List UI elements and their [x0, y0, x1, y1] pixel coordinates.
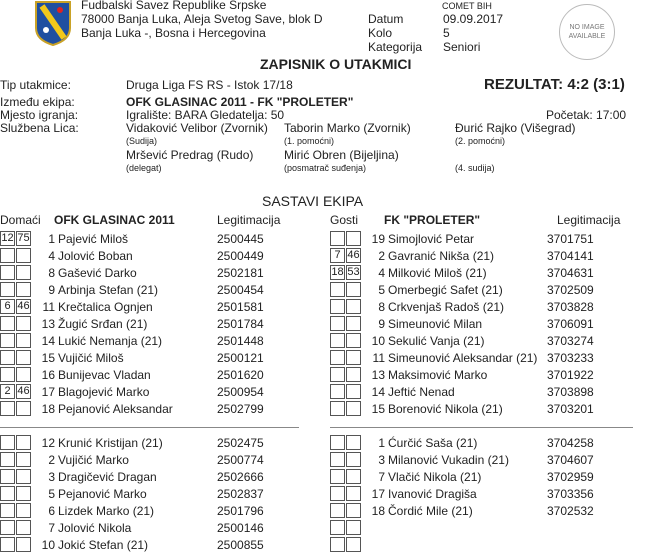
away-leg-header: Legitimacija — [557, 213, 621, 227]
sub-number-box: 12 — [1, 232, 14, 244]
sub-minute-box — [346, 469, 361, 484]
player-license: 2502837 — [217, 487, 264, 501]
kickoff-time: Početak: 17:00 — [546, 108, 627, 122]
sub-number-box — [0, 435, 15, 450]
org-line: 78000 Banja Luka, Aleja Svetog Save, blok D — [81, 12, 323, 26]
player-number: 9 — [378, 317, 385, 331]
sub-minute-box — [16, 486, 31, 501]
sub-minute-box — [346, 435, 361, 450]
meta-labels — [368, 12, 422, 54]
player-license: 2500454 — [217, 283, 264, 297]
player-number: 15 — [371, 402, 385, 416]
player-license: 2500445 — [217, 232, 264, 246]
sub-minute-box — [16, 520, 31, 535]
player-license: 2500121 — [217, 351, 264, 365]
player-name: Bunijevac Vladan — [58, 368, 151, 382]
player-name: Milanović Vukadin (21) — [388, 453, 509, 467]
player-license: 3704631 — [547, 266, 594, 280]
sub-number-box — [0, 503, 15, 518]
player-number: 10 — [41, 538, 55, 552]
player-number: 9 — [48, 283, 55, 297]
sub-minute-box — [346, 384, 361, 399]
player-number: 3 — [48, 470, 55, 484]
player-license: 2502666 — [217, 470, 264, 484]
sub-number-box — [330, 316, 345, 331]
player-name: Maksimović Marko — [388, 368, 488, 382]
officials-label: Službena Lica: — [0, 121, 79, 135]
sub-number-box — [330, 231, 345, 246]
mjesto-label: Mjesto igranja: — [0, 108, 79, 122]
sub-minute-box — [346, 231, 361, 246]
player-name: Gašević Darko — [58, 266, 137, 280]
official-name: Đurić Rajko (Višegrad) — [455, 121, 576, 135]
player-number: 11 — [42, 300, 55, 314]
kolo-value: 5 — [443, 26, 450, 40]
sub-number-box — [0, 282, 15, 297]
player-number: 2 — [48, 453, 55, 467]
sub-minute-box — [16, 452, 31, 467]
player-number: 5 — [48, 487, 55, 501]
sub-minute-box — [16, 350, 31, 365]
sub-minute-box — [346, 282, 361, 297]
sub-number-box — [330, 520, 345, 535]
kategorija-label: Kategorija — [368, 40, 423, 54]
player-number: 18 — [371, 504, 385, 518]
player-license: 3703356 — [547, 487, 594, 501]
player-name: Crkvenjaš Radoš (21) — [388, 300, 505, 314]
official-role: (4. sudija) — [455, 163, 495, 173]
player-name: Jolović Boban — [58, 249, 133, 263]
player-license: 2502799 — [217, 402, 264, 416]
sub-number-box — [330, 299, 345, 314]
sub-minute-box — [346, 367, 361, 382]
home-side-label: Domaći — [0, 213, 41, 227]
player-name: Krečtalica Ognjen — [58, 300, 153, 314]
sub-minute-box — [346, 537, 361, 552]
datum-value: 09.09.2017 — [443, 12, 504, 26]
sub-number-box — [330, 384, 345, 399]
sub-number-box — [0, 537, 15, 552]
sub-number-box — [330, 469, 345, 484]
player-license: 3704607 — [547, 453, 594, 467]
player-number: 4 — [378, 266, 385, 280]
kolo-label: Kolo — [368, 26, 393, 40]
sub-minute-box — [16, 537, 31, 552]
player-license: 3703201 — [547, 402, 594, 416]
sub-number-box: 18 — [331, 266, 344, 278]
home-team-name: OFK GLASINAC 2011 — [54, 213, 175, 227]
player-name: Čordić Mile (21) — [388, 504, 473, 518]
player-number: 13 — [41, 317, 55, 331]
player-name: Pajević Miloš — [58, 232, 129, 246]
player-name: Lukić Nemanja (21) — [58, 334, 163, 348]
player-number: 5 — [378, 283, 385, 297]
player-name: Vujičić Marko — [58, 453, 129, 467]
no-image-placeholder — [559, 4, 615, 60]
player-number: 7 — [378, 470, 385, 484]
org-address — [81, 0, 323, 40]
player-name: Arbinja Stefan (21) — [58, 283, 159, 297]
official-role: (delegat) — [126, 163, 162, 173]
sub-number-box — [330, 503, 345, 518]
sub-number-box — [330, 401, 345, 416]
player-license: 2502181 — [217, 266, 264, 280]
sub-minute-box — [346, 486, 361, 501]
sub-minute-box — [16, 265, 31, 280]
player-number: 12 — [41, 436, 55, 450]
player-name: Vujičić Miloš — [58, 351, 124, 365]
sub-number-box — [0, 333, 15, 348]
player-number: 14 — [41, 334, 55, 348]
no-image-text: AVAILABLE — [568, 33, 606, 40]
separator-line — [330, 427, 633, 428]
sub-number-box — [0, 452, 15, 467]
sub-minute-box — [16, 401, 31, 416]
sub-number-box — [0, 350, 15, 365]
player-license: 3702959 — [547, 470, 594, 484]
player-license: 3701751 — [547, 232, 594, 246]
player-name: Jolović Nikola — [58, 521, 132, 535]
sub-number-box — [330, 350, 345, 365]
player-number: 19 — [371, 232, 385, 246]
sub-number-box — [330, 486, 345, 501]
player-number: 18 — [41, 402, 55, 416]
sub-minute-box — [16, 282, 31, 297]
sub-number-box — [330, 452, 345, 467]
sub-minute-box — [16, 435, 31, 450]
player-name: Lizdek Marko (21) — [58, 504, 155, 518]
sub-number-box: 7 — [330, 248, 345, 263]
player-name: Gavranić Nikša (21) — [388, 249, 495, 263]
player-name: Pejanović Marko — [58, 487, 147, 501]
page-title: ZAPISNIK O UTAKMICI — [260, 56, 412, 72]
result: REZULTAT: 4:2 (3:1) — [484, 76, 625, 93]
sub-minute-box — [346, 333, 361, 348]
player-license: 3703828 — [547, 300, 594, 314]
sub-minute-box: 46 — [17, 300, 30, 312]
sub-minute-box — [346, 520, 361, 535]
player-number: 4 — [48, 249, 55, 263]
player-name: Jokić Stefan (21) — [58, 538, 149, 552]
player-license: 2500855 — [217, 538, 264, 552]
player-number: 1 — [48, 232, 55, 246]
sub-number-box — [330, 367, 345, 382]
sub-minute-box — [346, 503, 361, 518]
venue: Igralište: BARA Gledatelja: 50 — [126, 108, 285, 122]
org-line: Fudbalski Savez Republike Srpske — [81, 0, 267, 12]
sub-number-box — [0, 367, 15, 382]
player-number: 16 — [41, 368, 55, 382]
sub-minute-box: 75 — [17, 232, 30, 244]
sub-minute-box — [346, 299, 361, 314]
sub-number-box — [330, 333, 345, 348]
player-license: 3704141 — [547, 249, 594, 263]
lineups-heading: SASTAVI EKIPA — [262, 193, 364, 209]
official-name: Mršević Predrag (Rudo) — [126, 148, 254, 162]
player-number: 13 — [371, 368, 385, 382]
sub-minute-box — [346, 452, 361, 467]
match-teams: OFK GLASINAC 2011 - FK "PROLETER" — [126, 95, 354, 109]
player-license: 3703898 — [547, 385, 594, 399]
sub-minute-box: 46 — [17, 385, 30, 397]
official-role: (Sudija) — [126, 136, 158, 146]
player-name: Krunić Kristijan (21) — [58, 436, 163, 450]
player-license: 2501620 — [217, 368, 264, 382]
player-number: 8 — [378, 300, 385, 314]
player-name: Simeunović Milan — [388, 317, 483, 331]
player-name: Simojlović Petar — [388, 232, 475, 246]
official-name: Vidaković Velibor (Zvornik) — [126, 121, 268, 135]
org-line: Banja Luka -, Bosna i Hercegovina — [81, 26, 266, 40]
player-number: 15 — [41, 351, 55, 365]
player-license: 2501784 — [217, 317, 264, 331]
player-license: 3704258 — [547, 436, 594, 450]
federation-logo — [34, 0, 72, 46]
player-number: 8 — [48, 266, 55, 280]
izmedju-label: Između ekipa: — [0, 95, 75, 109]
player-name: Sekulić Vanja (21) — [388, 334, 485, 348]
sub-minute-box — [16, 469, 31, 484]
sub-minute-box: 46 — [347, 249, 360, 261]
player-license: 2500774 — [217, 453, 264, 467]
player-license: 2502475 — [217, 436, 264, 450]
sub-number-box — [0, 486, 15, 501]
datum-label: Datum — [368, 12, 404, 26]
official-role: (2. pomoćni) — [455, 136, 506, 146]
home-leg-header: Legitimacija — [217, 213, 281, 227]
tip-label: Tip utakmice: — [0, 78, 71, 92]
official-name: Mirić Obren (Bijeljina) — [284, 148, 399, 162]
no-image-text: NO IMAGE — [569, 24, 605, 31]
player-name: Milković Miloš (21) — [388, 266, 487, 280]
player-license: 3703274 — [547, 334, 594, 348]
sub-number-box — [0, 265, 15, 280]
sub-number-box — [330, 282, 345, 297]
sub-number-box — [330, 537, 345, 552]
sub-minute-box — [346, 316, 361, 331]
sub-number-box: 2 — [0, 384, 15, 399]
player-number: 6 — [48, 504, 55, 518]
sub-number-box — [0, 248, 15, 263]
player-license: 2500449 — [217, 249, 264, 263]
official-role: (1. pomoćni) — [284, 136, 335, 146]
player-name: Dragičević Dragan — [58, 470, 157, 484]
player-number: 10 — [371, 334, 385, 348]
kategorija-value: Seniori — [443, 40, 481, 54]
player-name: Omerbegić Safet (21) — [388, 283, 503, 297]
separator-line — [0, 427, 299, 428]
comet-label: COMET BIH — [442, 1, 492, 11]
player-name: Ćurčić Saša (21) — [388, 436, 478, 450]
sub-number-box — [0, 520, 15, 535]
player-license: 2501581 — [217, 300, 264, 314]
sub-minute-box — [16, 503, 31, 518]
sub-minute-box — [16, 367, 31, 382]
player-name: Simeunović Aleksandar (21) — [388, 351, 538, 365]
player-license: 2500954 — [217, 385, 264, 399]
tip-value: Druga Liga FS RS - Istok 17/18 — [126, 78, 293, 92]
sub-number-box — [0, 469, 15, 484]
player-license: 3702532 — [547, 504, 594, 518]
player-name: Žugić Srđan (21) — [58, 317, 148, 331]
sub-number-box — [0, 401, 15, 416]
player-name: Borenović Nikola (21) — [388, 402, 503, 416]
sub-minute-box — [346, 350, 361, 365]
sub-minute-box — [16, 248, 31, 263]
player-license: 2501796 — [217, 504, 264, 518]
player-number: 17 — [371, 487, 385, 501]
player-number: 14 — [371, 385, 385, 399]
sub-minute-box — [16, 333, 31, 348]
player-number: 11 — [372, 351, 385, 365]
player-license: 3703233 — [547, 351, 594, 365]
player-license: 3702509 — [547, 283, 594, 297]
player-number: 17 — [41, 385, 55, 399]
sub-number-box — [0, 316, 15, 331]
player-license: 2500146 — [217, 521, 264, 535]
away-side-label: Gosti — [330, 213, 359, 227]
official-name: Taborin Marko (Zvornik) — [284, 121, 411, 135]
sub-minute-box — [346, 401, 361, 416]
player-name: Pejanović Aleksandar — [58, 402, 173, 416]
meta-values — [443, 12, 503, 54]
player-license: 2501448 — [217, 334, 264, 348]
player-license: 3706091 — [547, 317, 594, 331]
player-number: 2 — [378, 249, 385, 263]
sub-number-box — [330, 435, 345, 450]
player-number: 7 — [48, 521, 55, 535]
player-name: Jeftić Nenad — [388, 385, 455, 399]
player-number: 3 — [378, 453, 385, 467]
player-name: Blagojević Marko — [58, 385, 150, 399]
sub-minute-box: 53 — [347, 266, 360, 278]
player-name: Vlačić Nikola (21) — [388, 470, 482, 484]
player-name: Ivanović Dragiša — [388, 487, 477, 501]
sub-minute-box — [16, 316, 31, 331]
away-team-name: FK "PROLETER" — [384, 213, 481, 227]
player-number: 1 — [378, 436, 385, 450]
sub-number-box: 6 — [0, 299, 15, 314]
official-role: (posmatrač suđenja) — [284, 163, 367, 173]
player-license: 3701922 — [547, 368, 594, 382]
